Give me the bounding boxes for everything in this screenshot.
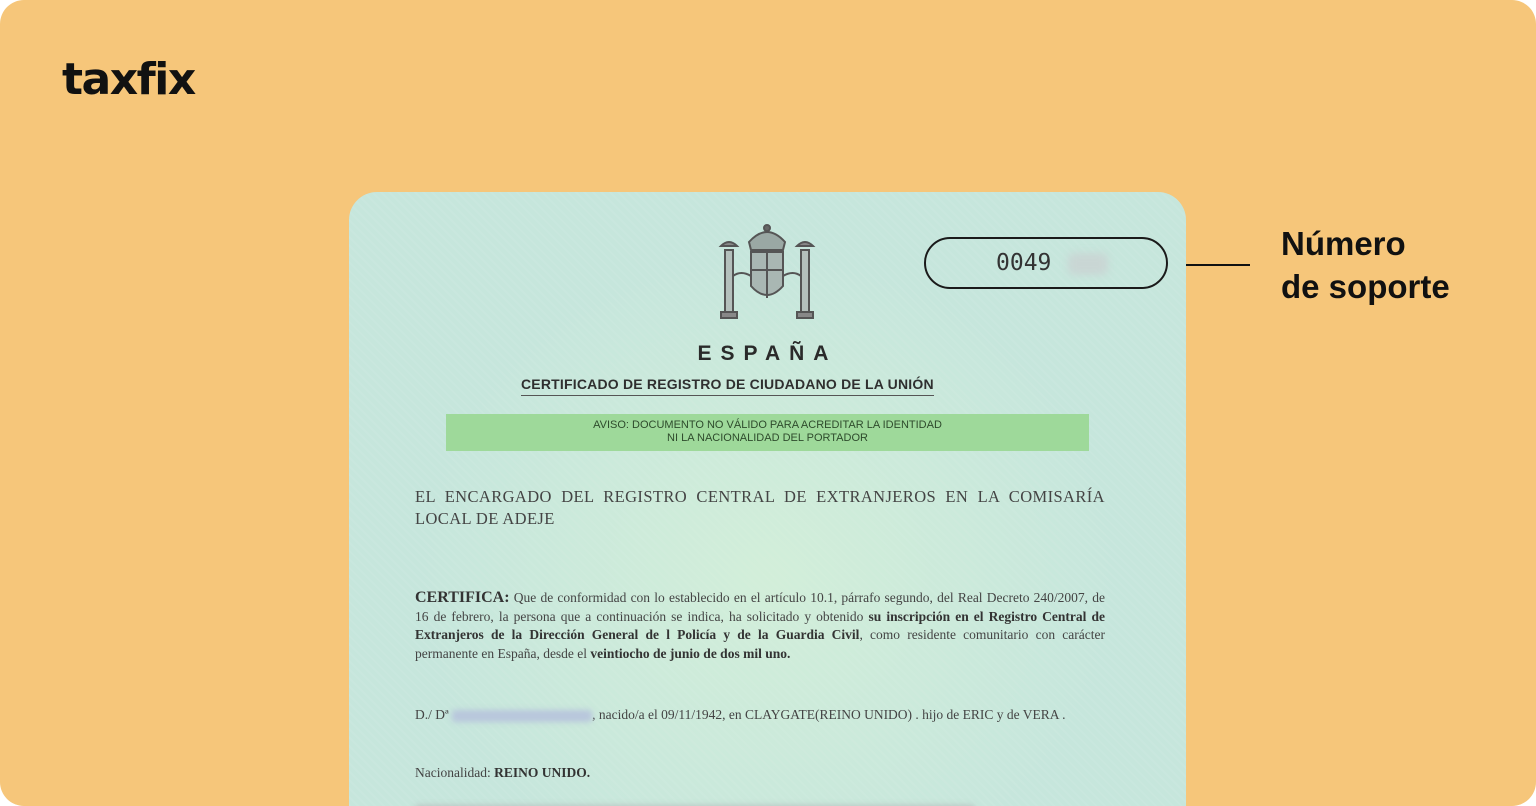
- holder-details: , nacido/a el 09/11/1942, en CLAYGATE(REINO UNIDO) . hijo de ERIC y de VERA .: [592, 707, 1066, 722]
- support-number-redaction: [1068, 253, 1108, 275]
- holder-prefix: D./ Dª: [415, 707, 453, 722]
- cert-bold-2: veintiocho de junio de dos mil uno.: [590, 645, 791, 661]
- cert-text-2: , como residente comunitario con carácter permanente en España, desde el: [415, 627, 1105, 661]
- certifica-lead: CERTIFICA:: [415, 589, 510, 606]
- holder-name-redaction: [452, 710, 592, 722]
- document-title: CERTIFICADO DE REGISTRO DE CIUDADANO DE LA UNIÓN: [521, 376, 934, 396]
- document-country: ESPAÑA: [697, 342, 838, 365]
- taxfix-logo: taxfix: [62, 54, 195, 105]
- cert-bold-1: su inscripción en el Registro Central de Extranjeros de la Dirección General de l Policía y de la Guardia Civil: [415, 608, 1105, 642]
- holder-paragraph: [415, 706, 1105, 725]
- callout-label-line-1: Número: [1281, 225, 1406, 262]
- callout-label: [1281, 222, 1450, 308]
- warning-line-1: AVISO: DOCUMENTO NO VÁLIDO PARA ACREDITAR LA IDENTIDAD: [593, 419, 942, 431]
- certification-paragraph: [415, 589, 1105, 663]
- nationality-label: Nacionalidad:: [415, 765, 495, 780]
- callout-label-line-2: de soporte: [1281, 268, 1450, 305]
- cutoff-blurred-line: [415, 801, 1105, 806]
- spanish-coat-of-arms-icon: [717, 220, 817, 328]
- residence-certificate-document: [349, 192, 1186, 806]
- support-number: 0049: [996, 250, 1052, 276]
- issuing-authority: EL ENCARGADO DEL REGISTRO CENTRAL DE EXTRANJEROS EN LA COMISARÍA LOCAL DE ADEJE: [415, 487, 1105, 528]
- support-number-highlight: [924, 237, 1168, 289]
- nationality-value: REINO UNIDO.: [494, 765, 591, 780]
- document-warning-banner: [446, 414, 1089, 451]
- warning-line-2: NI LA NACIONALIDAD DEL PORTADOR: [667, 432, 868, 444]
- cert-text-1: Que de conformidad con lo establecido en el artículo 10.1, párrafo segundo, del Real Decreto 240/2007, de 16 de febrero, la persona que a continuación se indica, ha solicitado y obtenido: [415, 590, 1105, 624]
- nationality-line: [415, 764, 1105, 783]
